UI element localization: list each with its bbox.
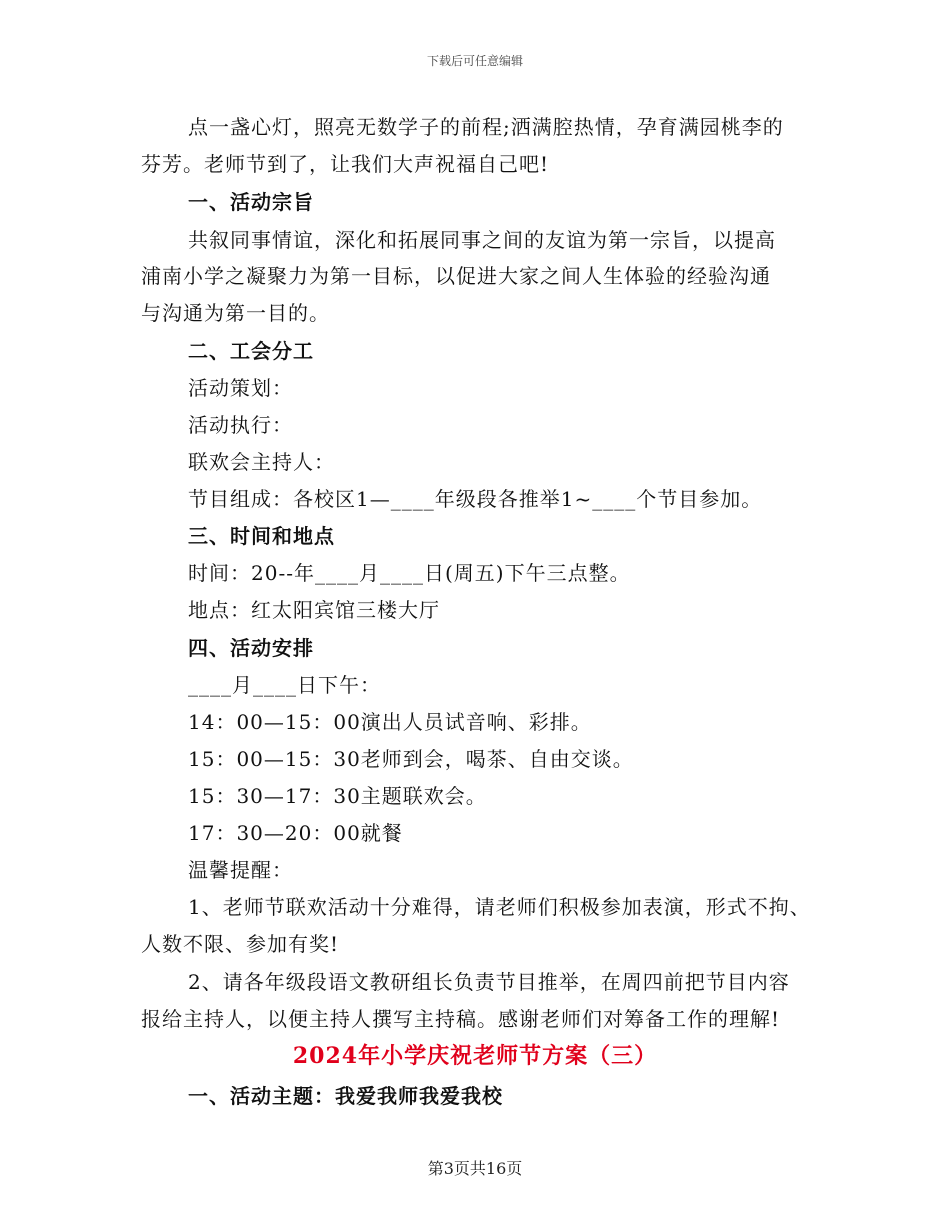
planning-line: 活动策划：: [188, 376, 293, 400]
section-heading-purpose: 一、活动宗旨: [188, 190, 314, 214]
purpose-line-1: 共叙同事情谊，深化和拓展同事之间的友谊为第一宗旨，以提高: [188, 228, 776, 252]
theme-heading: 一、活动主题：我爱我师我爱我校: [188, 1084, 503, 1108]
schedule-item: 14：00—15：00演出人员试音响、彩排。: [188, 710, 592, 734]
tip-1-line-2: 人数不限、参加有奖!: [141, 932, 340, 956]
section-heading-division: 二、工会分工: [188, 339, 314, 363]
execution-line: 活动执行：: [188, 413, 293, 437]
tip-2-line-1: 2、请各年级段语文教研组长负责节目推举，在周四前把节目内容: [188, 970, 790, 994]
host-line: 联欢会主持人：: [188, 450, 335, 474]
intro-line-2: 芬芳。老师节到了，让我们大声祝福自己吧!: [141, 152, 550, 176]
tip-2-line-2: 报给主持人，以便主持人撰写主持稿。感谢老师们对筹备工作的理解!: [141, 1007, 781, 1031]
time-line: 时间：20--年____月____日(周五)下午三点整。: [188, 561, 631, 585]
section-heading-time-place: 三、时间和地点: [188, 524, 335, 548]
section-heading-schedule: 四、活动安排: [188, 636, 314, 660]
schedule-item: 15：30—17：30主题联欢会。: [188, 784, 487, 808]
purpose-line-3: 与沟通为第一目的。: [141, 301, 330, 325]
page-footer: 第3页共16页: [427, 1159, 523, 1178]
schedule-item: 15：00—15：30老师到会，喝茶、自由交谈。: [188, 747, 634, 771]
place-line: 地点：红太阳宾馆三楼大厅: [188, 598, 440, 622]
intro-line-1: 点一盏心灯，照亮无数学子的前程;洒满腔热情，孕育满园桃李的: [188, 115, 784, 139]
page-header: 下载后可任意编辑: [426, 54, 523, 68]
tips-label: 温馨提醒：: [188, 858, 293, 882]
tip-1-line-1: 1、老师节联欢活动十分难得，请老师们积极参加表演，形式不拘、: [188, 895, 811, 919]
schedule-item: 17：30—20：00就餐: [188, 821, 403, 845]
plan-title: 2024年小学庆祝老师节方案（三）: [292, 1043, 658, 1069]
purpose-line-2: 浦南小学之凝聚力为第一目标，以促进大家之间人生体验的经验沟通: [141, 264, 771, 288]
schedule-date: ____月____日下午：: [188, 673, 381, 697]
program-line: 节目组成：各校区1—____年级段各推举1~____个节目参加。: [188, 487, 763, 511]
